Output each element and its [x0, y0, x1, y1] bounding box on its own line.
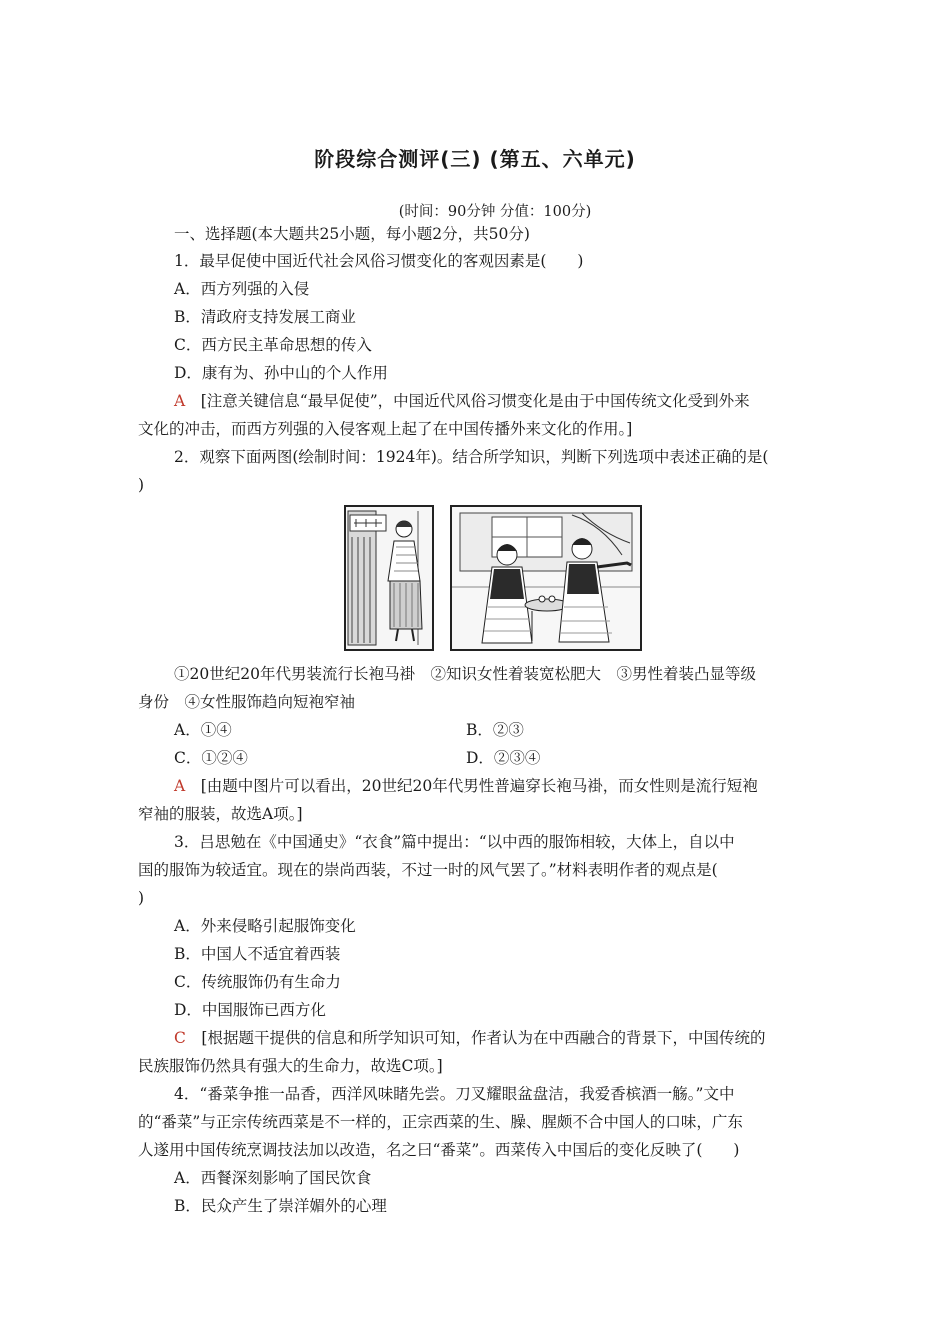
q2-option-a-text: A．①④	[174, 721, 232, 739]
q3-answer: C	[174, 1029, 186, 1047]
q3-option-c: C．传统服饰仍有生命力	[174, 973, 341, 991]
q4-stem: 4．“番菜争推一品香，西洋风味睹先尝。刀叉耀眼盆盘洁，我爱香槟酒一觞。”文中	[174, 1085, 735, 1103]
q3-explanation-line1: [根据题干提供的信息和所学知识可知，作者认为在中西融合的背景下，中国传统的	[201, 1029, 766, 1047]
q2-statements: ①20世纪20年代男装流行长袍马褂 ②知识女性着装宽松肥大 ③男性着装凸显等级	[174, 665, 756, 683]
q2-answer: A	[174, 777, 186, 795]
q2-statements-end: 身份 ④女性服饰趋向短袍窄袖	[138, 693, 356, 711]
q1-option-d: D．康有为、孙中山的个人作用	[174, 364, 388, 382]
q3-stem: 3．吕思勉在《中国通史》“衣食”篇中提出：“以中西的服饰相较，大体上，自以中	[174, 833, 735, 851]
q1-option-b: B．清政府支持发展工商业	[174, 308, 356, 326]
q1-stem: 1．最早促使中国近代社会风俗习惯变化的客观因素是( )	[174, 252, 584, 270]
q3-stem-end: )	[138, 889, 145, 907]
illustration-men	[450, 505, 642, 651]
q4-option-a: A．西餐深刻影响了国民饮食	[174, 1169, 372, 1187]
q4-stem-line3: 人遂用中国传统烹调技法加以改造，名之曰“番菜”。西菜传入中国后的变化反映了( )	[138, 1141, 740, 1159]
exam-meta: (时间：90分钟 分值：100分)	[398, 204, 592, 220]
q3-explanation	[174, 1028, 814, 1048]
q1-option-a: A．西方列强的入侵	[174, 280, 310, 298]
q1-answer: A	[174, 392, 186, 410]
page-title: 阶段综合测评(三) (第五、六单元)	[314, 147, 636, 171]
q2-explanation-line1: [由题中图片可以看出，20世纪20年代男性普遍穿长袍马褂，而女性则是流行短袍	[200, 777, 758, 795]
q2-option-b: B．②③	[466, 721, 524, 739]
q2-explanation	[174, 776, 814, 796]
q3-option-b: B．中国人不适宜着西装	[174, 945, 341, 963]
q4-option-b: B．民众产生了崇洋媚外的心理	[174, 1197, 387, 1215]
q1-explanation	[174, 391, 814, 411]
q4-stem-line2: 的“番菜”与正宗传统西菜是不一样的，正宗西菜的生、臊、腥颇不合中国人的口味，广东	[138, 1113, 743, 1131]
q3-stem-line2: 国的服饰为较适宜。现在的崇尚西装，不过一时的风气罢了。”材料表明作者的观点是(	[138, 861, 718, 879]
q1-explanation-line2: 文化的冲击，而西方列强的入侵客观上起了在中国传播外来文化的作用。]	[138, 420, 633, 438]
q1-option-c: C．西方民主革命思想的传入	[174, 336, 372, 354]
illustration-woman	[344, 505, 434, 651]
q3-option-d: D．中国服饰已西方化	[174, 1001, 326, 1019]
q3-option-a: A．外来侵略引起服饰变化	[174, 917, 356, 935]
q2-stem: 2．观察下面两图(绘制时间：1924年)。结合所学知识，判断下列选项中表述正确的是(	[174, 448, 769, 466]
section-heading: 一、选择题(本大题共25小题，每小题2分，共50分)	[174, 225, 530, 243]
q2-option-d: D．②③④	[466, 749, 541, 767]
q2-stem-end: )	[138, 476, 145, 494]
woman-figure-drawing	[346, 507, 432, 649]
q2-explanation-line2: 窄袖的服装，故选A项。]	[138, 805, 303, 823]
q2-option-c: C．①②④	[174, 749, 248, 767]
q1-explanation-line1: [注意关键信息“最早促使”，中国近代风俗习惯变化是由于中国传统文化受到外来	[200, 392, 750, 410]
men-figure-drawing	[452, 507, 640, 649]
q3-explanation-line2: 民族服饰仍然具有强大的生命力，故选C项。]	[138, 1057, 443, 1075]
